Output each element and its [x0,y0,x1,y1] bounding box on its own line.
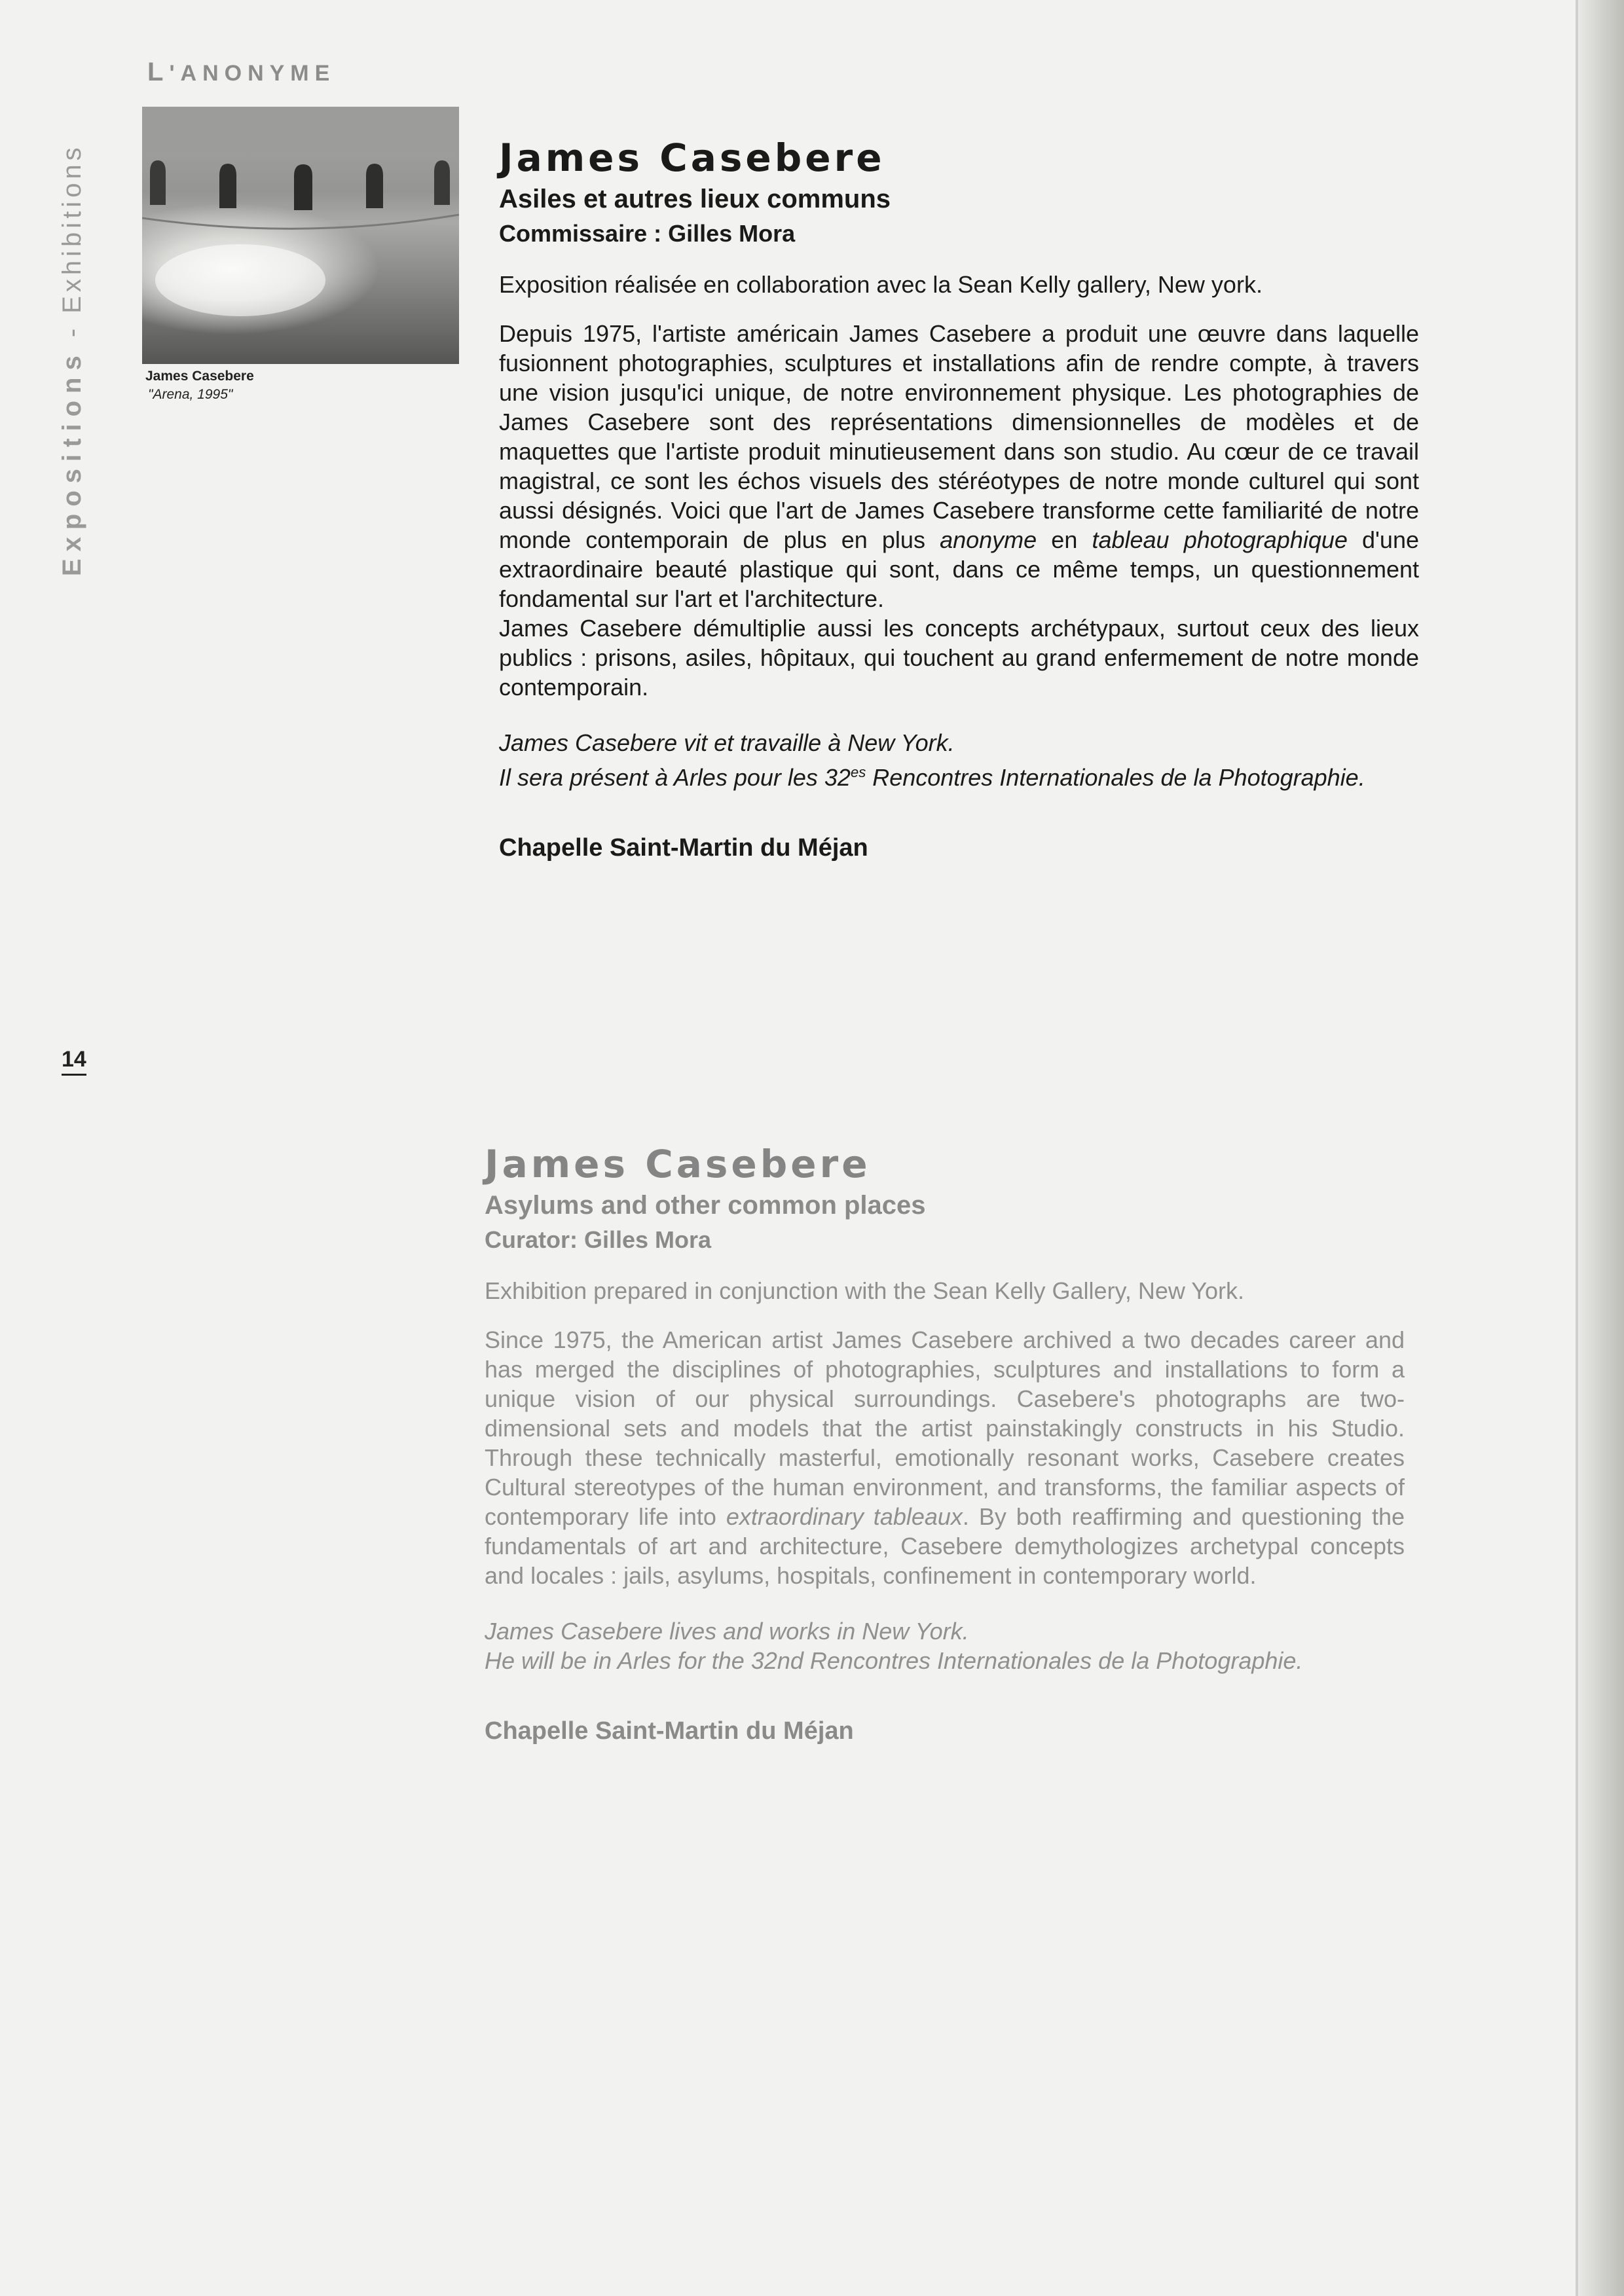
photo-caption-author: James Casebere [145,369,254,384]
fr-curator: Commissaire : Gilles Mora [499,220,796,247]
fr-bio-line: Rencontres Internationales de la Photographie. [866,764,1365,791]
photo-horizon [142,215,459,228]
english-section [485,1141,1405,1747]
photo-arch [150,160,166,205]
fr-body-text: Depuis 1975, l'artiste américain James Casebere a produit une œuvre dans laquelle fusionnent photographies, sculptures et installations afin de rendre compte, à travers une vision jusqu'ici unique, de notre environnement physique. Les photographies de James Casebere sont des représentations dimensionnelles de modèles et de maquettes que l'artiste produit minutieusement dans son studio. Au cœur de ce travail magistral, ce sont les échos visuels des stéréotypes de notre monde culturel qui sont aussi désignés. Voici que l'art de James Casebere transforme cette familiarité de notre monde contemporain de plus en plus [499,320,1419,553]
en-subtitle: Asylums and other common places [485,1191,926,1220]
en-bio [485,1616,1405,1675]
fr-intro: Exposition réalisée en collaboration avec la Sean Kelly gallery, New york. [499,271,1263,298]
fr-title: James Casebere [499,136,885,180]
photo-caption-work: "Arena, 1995" [148,387,233,402]
french-section [499,135,1419,864]
photo-arch [366,164,383,208]
photo-arch [219,164,236,208]
fr-body [499,319,1419,702]
arena-photo-illustration [142,107,459,364]
photo-arch [294,164,312,210]
en-body [485,1325,1405,1590]
fr-bio-line: Il sera présent à Arles pour les 32 [499,764,851,791]
fr-subtitle: Asiles et autres lieux communs [499,185,891,213]
fr-body-emphasis: anonyme [940,526,1037,553]
page-number: 14 [62,1046,86,1076]
vertical-label-separator: - [58,313,86,349]
en-intro: Exhibition prepared in conjunction with the Sean Kelly Gallery, New York. [485,1277,1244,1304]
vertical-label-english: Exhibitions [58,143,86,314]
photo-light-spot [155,244,325,316]
vertical-section-label [58,143,87,576]
section-label [147,58,335,87]
section-label-rest: 'ANONYME [169,61,336,86]
en-title: James Casebere [485,1142,871,1186]
en-curator: Curator: Gilles Mora [485,1226,712,1253]
en-bio-line: He will be in Arles for the 32nd Rencontres Internationales de la Photographie. [485,1647,1303,1674]
fr-body-text: en [1037,526,1092,553]
en-venue: Chapelle Saint-Martin du Méjan [485,1717,854,1745]
fr-bio-line: James Casebere vit et travaille à New York. [499,729,955,756]
photo-wall [142,107,459,153]
section-label-initial: L [147,58,170,86]
fr-bio [499,728,1419,792]
fr-venue: Chapelle Saint-Martin du Méjan [499,834,868,862]
fr-body-text: d'une extraordinaire beauté plastique qui sont, dans ce même temps, un questionnement fondamental sur l'art et l'architecture. [499,526,1419,612]
vertical-label-french: Expositions [58,348,86,576]
fr-body-paragraph-2: James Casebere démultiplie aussi les concepts archétypaux, surtout ceux des lieux publics : prisons, asiles, hôpitaux, qui touchent au grand enfermement de notre monde contemporain. [499,615,1419,701]
photo-arch [434,160,450,205]
en-body-emphasis: extraordinary tableaux [726,1503,963,1530]
en-body-text: Since 1975, the American artist James Casebere archived a two decades career and has merged the disciplines of photographies, sculptures and installations to form a unique vision of our physical surroundings. Casebere's photographs are two-dimensional sets and models that the artist painstakingly constructs in his Studio. Through these technically masterful, emotionally resonant works, Casebere creates Cultural stereotypes of the human environment, and transforms, the familiar aspects of contemporary life into [485,1326,1405,1530]
artwork-photo [142,107,459,364]
fr-bio-superscript: es [850,764,866,780]
en-bio-line: James Casebere lives and works in New York. [485,1618,969,1645]
fr-body-emphasis: tableau photographique [1092,526,1348,553]
page-edge-shadow [1578,0,1624,2296]
en-body-text: . By both reaffirming and questioning the fundamentals of art and architecture, Casebere demythologizes archetypal concepts and locales : jails, asylums, hospitals, confinement in contemporary world. [485,1503,1405,1589]
